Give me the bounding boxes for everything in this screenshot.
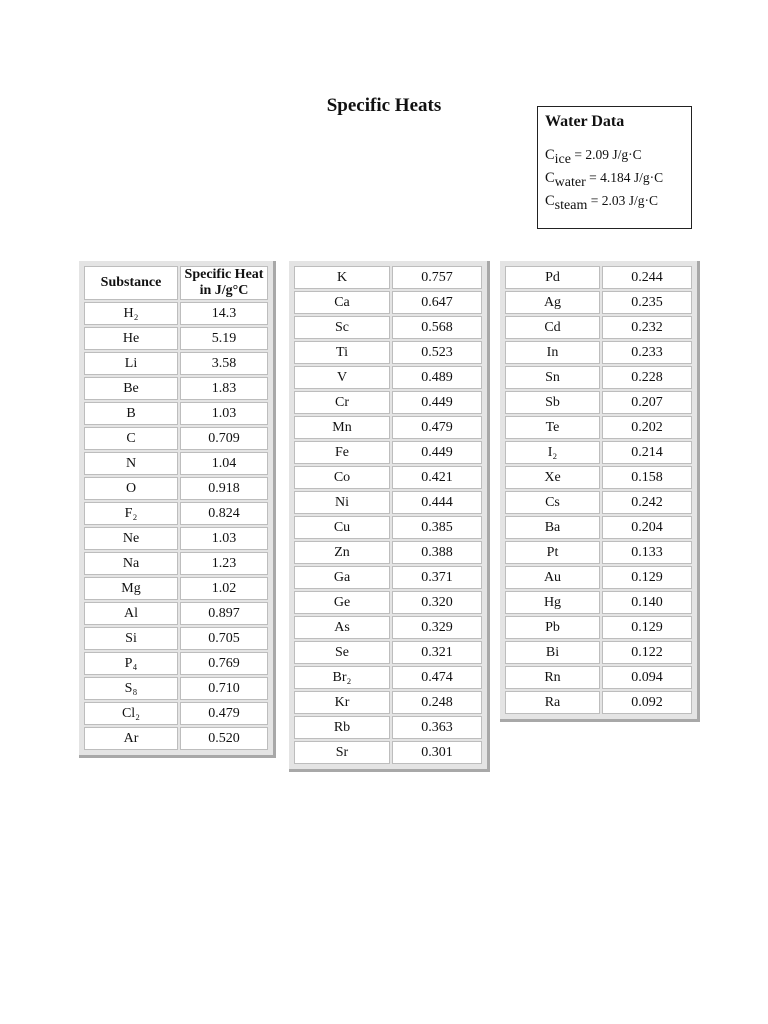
specific-heat-cell: 1.02: [180, 577, 268, 600]
table-row: [505, 366, 692, 389]
heat-capacity-value: = 2.03 J/g·C: [587, 193, 658, 208]
substance-cell: Ar: [84, 727, 178, 750]
table-row: [294, 266, 482, 289]
specific-heat-cell: 0.479: [180, 702, 268, 725]
substance-cell: Cr: [294, 391, 390, 414]
substance-cell: Li: [84, 352, 178, 375]
specific-heat-cell: 0.709: [180, 427, 268, 450]
substance-cell: B: [84, 402, 178, 425]
specific-heat-cell: 0.523: [392, 341, 482, 364]
substance-cell: S₈: [84, 677, 178, 700]
water-data-line-ice: [545, 144, 684, 167]
table-row: [505, 616, 692, 639]
heat-capacity-symbol: C: [545, 147, 555, 163]
substance-cell: In: [505, 341, 600, 364]
specific-heat-cell: 0.207: [602, 391, 692, 414]
table-row: [84, 427, 268, 450]
specific-heat-cell: 0.214: [602, 441, 692, 464]
table-row: [294, 716, 482, 739]
table-row: [84, 677, 268, 700]
substance-cell: Br₂: [294, 666, 390, 689]
specific-heat-table-1: [79, 261, 276, 758]
table-row: [294, 591, 482, 614]
table-row: [294, 466, 482, 489]
substance-cell: Si: [84, 627, 178, 650]
specific-heat-cell: 0.769: [180, 652, 268, 675]
table-row: [294, 316, 482, 339]
specific-heat-cell: 0.233: [602, 341, 692, 364]
substance-cell: Ga: [294, 566, 390, 589]
table-row: [294, 541, 482, 564]
table-row: [84, 527, 268, 550]
specific-heat-cell: 0.757: [392, 266, 482, 289]
table-row: [84, 402, 268, 425]
substance-cell: Kr: [294, 691, 390, 714]
substance-cell: I₂: [505, 441, 600, 464]
specific-heat-cell: 0.824: [180, 502, 268, 525]
specific-heat-cell: 14.3: [180, 302, 268, 325]
substance-cell: As: [294, 616, 390, 639]
specific-heat-cell: 0.568: [392, 316, 482, 339]
specific-heat-header: Specific Heat in J/g°C: [180, 266, 268, 300]
table-row: [84, 702, 268, 725]
table-row: [84, 627, 268, 650]
substance-cell: Ne: [84, 527, 178, 550]
substance-cell: Be: [84, 377, 178, 400]
specific-heat-cell: 0.897: [180, 602, 268, 625]
substance-cell: Te: [505, 416, 600, 439]
table-row: [294, 416, 482, 439]
table-row: [505, 516, 692, 539]
substance-cell: Rn: [505, 666, 600, 689]
substance-cell: Pd: [505, 266, 600, 289]
table-row: [84, 577, 268, 600]
specific-heat-table: [82, 264, 270, 752]
specific-heat-cell: 0.242: [602, 491, 692, 514]
water-data-line-water: [545, 167, 684, 190]
specific-heat-cell: 0.129: [602, 616, 692, 639]
specific-heat-cell: 0.235: [602, 291, 692, 314]
substance-cell: Xe: [505, 466, 600, 489]
substance-cell: Mn: [294, 416, 390, 439]
table-row: [84, 602, 268, 625]
specific-heat-cell: 0.918: [180, 477, 268, 500]
table-row: [505, 541, 692, 564]
table-body: [84, 302, 268, 750]
specific-heat-cell: 1.03: [180, 402, 268, 425]
specific-heat-cell: 0.092: [602, 691, 692, 714]
specific-heat-cell: 0.320: [392, 591, 482, 614]
specific-heat-cell: 0.449: [392, 391, 482, 414]
substance-cell: Zn: [294, 541, 390, 564]
specific-heat-table-2: [289, 261, 490, 772]
table-row: [505, 466, 692, 489]
table-row: [505, 491, 692, 514]
table-row: [294, 291, 482, 314]
substance-cell: P₄: [84, 652, 178, 675]
heat-capacity-subscript: steam: [554, 198, 588, 213]
table-row: [84, 452, 268, 475]
table-row: [294, 616, 482, 639]
specific-heat-cell: 3.58: [180, 352, 268, 375]
substance-cell: Mg: [84, 577, 178, 600]
substance-cell: K: [294, 266, 390, 289]
table-row: [505, 691, 692, 714]
substance-cell: Ca: [294, 291, 390, 314]
substance-cell: Rb: [294, 716, 390, 739]
table-row: [505, 341, 692, 364]
substance-cell: Au: [505, 566, 600, 589]
specific-heat-table-3: [500, 261, 700, 722]
table-row: [294, 516, 482, 539]
specific-heat-cell: 0.705: [180, 627, 268, 650]
substance-cell: Sr: [294, 741, 390, 764]
specific-heat-cell: 0.202: [602, 416, 692, 439]
table-row: [505, 566, 692, 589]
specific-heat-cell: 0.301: [392, 741, 482, 764]
substance-cell: V: [294, 366, 390, 389]
substance-cell: Ra: [505, 691, 600, 714]
substance-cell: Fe: [294, 441, 390, 464]
table-row: [84, 352, 268, 375]
substance-cell: Ni: [294, 491, 390, 514]
substance-cell: Pt: [505, 541, 600, 564]
specific-heat-cell: 0.244: [602, 266, 692, 289]
table-row: [505, 266, 692, 289]
specific-heat-cell: 0.489: [392, 366, 482, 389]
substance-cell: Sb: [505, 391, 600, 414]
specific-heat-cell: 0.371: [392, 566, 482, 589]
specific-heat-cell: 0.474: [392, 666, 482, 689]
specific-heat-cell: 0.122: [602, 641, 692, 664]
table-row: [505, 666, 692, 689]
substance-cell: Na: [84, 552, 178, 575]
specific-heat-cell: 1.03: [180, 527, 268, 550]
table-row: [294, 641, 482, 664]
table-row: [84, 377, 268, 400]
substance-cell: Ba: [505, 516, 600, 539]
specific-heat-cell: 1.04: [180, 452, 268, 475]
specific-heat-cell: 0.363: [392, 716, 482, 739]
substance-cell: Co: [294, 466, 390, 489]
substance-cell: Sn: [505, 366, 600, 389]
substance-cell: Bi: [505, 641, 600, 664]
table-row: [84, 552, 268, 575]
specific-heat-cell: 0.228: [602, 366, 692, 389]
specific-heat-table: [503, 264, 694, 716]
table-row: [84, 727, 268, 750]
table-row: [294, 366, 482, 389]
specific-heat-cell: 0.647: [392, 291, 482, 314]
heat-capacity-subscript: ice: [554, 152, 571, 167]
table-row: [294, 666, 482, 689]
substance-cell: Cs: [505, 491, 600, 514]
table-row: [294, 691, 482, 714]
water-data-line-steam: [545, 190, 684, 213]
table-row: [294, 491, 482, 514]
specific-heat-cell: 0.204: [602, 516, 692, 539]
substance-header: Substance: [84, 266, 178, 300]
substance-cell: Se: [294, 641, 390, 664]
table-row: [84, 327, 268, 350]
substance-cell: N: [84, 452, 178, 475]
table-row: [294, 441, 482, 464]
specific-heat-cell: 0.421: [392, 466, 482, 489]
substance-cell: H₂: [84, 302, 178, 325]
heat-capacity-value: = 4.184 J/g·C: [585, 170, 664, 185]
table-row: [505, 591, 692, 614]
table-row: [84, 477, 268, 500]
substance-cell: Cl₂: [84, 702, 178, 725]
table-row: [505, 641, 692, 664]
specific-heat-cell: 1.83: [180, 377, 268, 400]
specific-heat-cell: 0.444: [392, 491, 482, 514]
specific-heat-cell: 0.520: [180, 727, 268, 750]
substance-cell: He: [84, 327, 178, 350]
substance-cell: Cu: [294, 516, 390, 539]
substance-cell: Ti: [294, 341, 390, 364]
specific-heat-cell: 0.321: [392, 641, 482, 664]
heat-capacity-symbol: C: [545, 193, 555, 209]
specific-heat-cell: 1.23: [180, 552, 268, 575]
specific-heat-cell: 0.329: [392, 616, 482, 639]
specific-heat-table: [292, 264, 484, 766]
specific-heat-cell: 0.248: [392, 691, 482, 714]
water-data-box: [537, 106, 692, 229]
table-row: [505, 316, 692, 339]
page-title: Specific Heats: [326, 95, 442, 116]
table-row: [294, 391, 482, 414]
table-row: [294, 566, 482, 589]
substance-cell: F₂: [84, 502, 178, 525]
table-header-row: [84, 266, 268, 300]
specific-heat-cell: 5.19: [180, 327, 268, 350]
table-row: [84, 302, 268, 325]
specific-heat-cell: 0.388: [392, 541, 482, 564]
table-row: [84, 502, 268, 525]
water-data-title: Water Data: [545, 113, 625, 130]
substance-cell: Al: [84, 602, 178, 625]
specific-heat-cell: 0.232: [602, 316, 692, 339]
specific-heat-cell: 0.129: [602, 566, 692, 589]
substance-cell: Hg: [505, 591, 600, 614]
table-row: [505, 441, 692, 464]
specific-heat-cell: 0.710: [180, 677, 268, 700]
table-row: [84, 652, 268, 675]
specific-heat-cell: 0.479: [392, 416, 482, 439]
substance-cell: Ag: [505, 291, 600, 314]
table-row: [505, 416, 692, 439]
specific-heat-cell: 0.094: [602, 666, 692, 689]
heat-capacity-symbol: C: [545, 170, 555, 186]
specific-heat-cell: 0.385: [392, 516, 482, 539]
specific-heat-cell: 0.449: [392, 441, 482, 464]
table-row: [294, 741, 482, 764]
specific-heat-cell: 0.140: [602, 591, 692, 614]
substance-cell: Cd: [505, 316, 600, 339]
substance-cell: O: [84, 477, 178, 500]
specific-heat-cell: 0.158: [602, 466, 692, 489]
table-row: [294, 341, 482, 364]
substance-cell: Sc: [294, 316, 390, 339]
substance-cell: Ge: [294, 591, 390, 614]
table-row: [505, 291, 692, 314]
specific-heat-cell: 0.133: [602, 541, 692, 564]
table-body: [505, 266, 692, 714]
substance-cell: C: [84, 427, 178, 450]
table-body: [294, 266, 482, 764]
table-row: [505, 391, 692, 414]
heat-capacity-value: = 2.09 J/g·C: [571, 147, 642, 162]
heat-capacity-subscript: water: [554, 175, 586, 190]
substance-cell: Pb: [505, 616, 600, 639]
